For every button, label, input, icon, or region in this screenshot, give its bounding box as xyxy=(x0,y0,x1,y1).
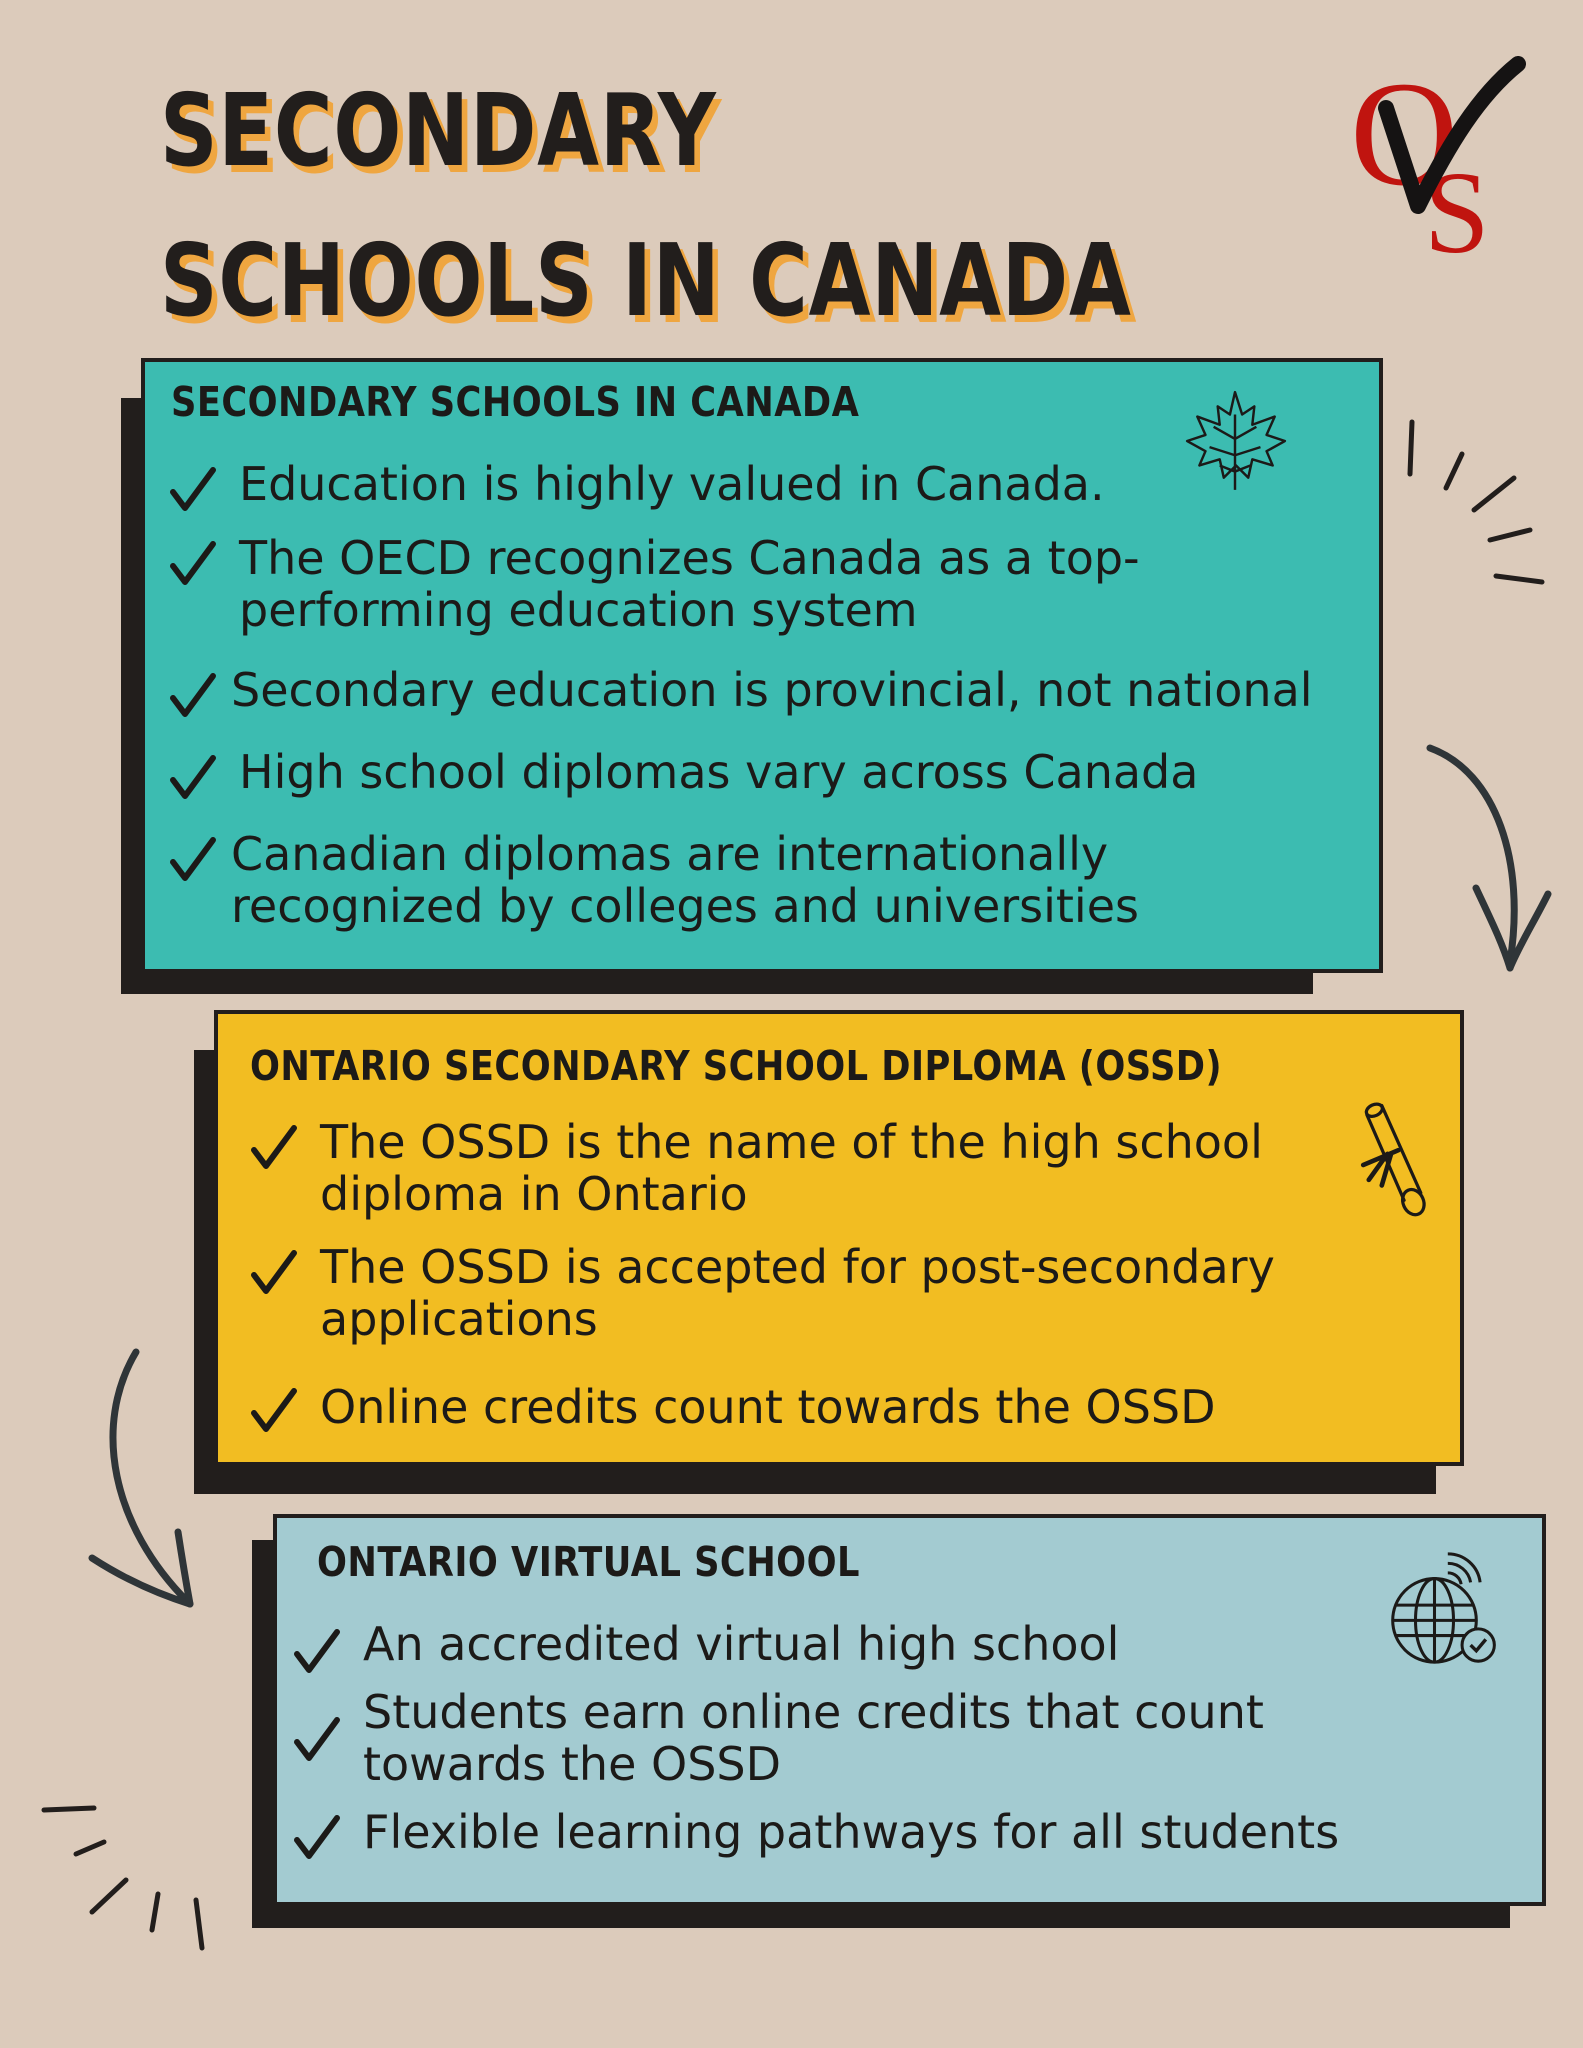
item-text-line: The OECD recognizes Canada as a top- xyxy=(239,531,1140,585)
card-title: SECONDARY SCHOOLS IN CANADA xyxy=(171,378,860,426)
item-text-line: performing education system xyxy=(239,583,918,637)
page-title-line-1: SECONDARY xyxy=(160,72,717,189)
burst-lines-top-right xyxy=(1392,410,1552,590)
svg-text:O: O xyxy=(1350,56,1459,217)
check-icon xyxy=(167,464,219,516)
item-text-line: Online credits count towards the OSSD xyxy=(320,1380,1216,1434)
curved-arrow-left xyxy=(82,1346,222,1626)
maple-leaf-icon xyxy=(1179,384,1291,496)
item-text-line: The OSSD is accepted for post-secondary xyxy=(320,1240,1275,1294)
item-text-line: recognized by colleges and universities xyxy=(231,879,1139,933)
check-icon xyxy=(167,538,219,590)
page-title xyxy=(160,56,1132,356)
check-icon xyxy=(167,670,219,722)
check-icon xyxy=(248,1122,300,1174)
card-ossd xyxy=(214,1010,1464,1466)
item-text-line: Flexible learning pathways for all students xyxy=(363,1805,1340,1859)
item-text-line: An accredited virtual high school xyxy=(363,1617,1120,1671)
check-icon xyxy=(248,1385,300,1437)
burst-lines-bottom-left xyxy=(34,1800,214,1960)
check-icon xyxy=(291,1714,343,1766)
card-title: ONTARIO SECONDARY SCHOOL DIPLOMA (OSSD) xyxy=(250,1042,1223,1090)
check-icon xyxy=(167,834,219,886)
check-icon xyxy=(291,1626,343,1678)
page-title-line-2: SCHOOLS IN CANADA xyxy=(160,222,1132,339)
curved-arrow-right xyxy=(1416,742,1556,982)
item-text-line: Canadian diplomas are internationally xyxy=(231,827,1109,881)
item-text-line: Secondary education is provincial, not national xyxy=(231,663,1313,717)
item-text-line: diploma in Ontario xyxy=(320,1167,748,1221)
item-text-line: Students earn online credits that count xyxy=(363,1685,1264,1739)
check-icon xyxy=(291,1812,343,1864)
globe-check-icon xyxy=(1387,1546,1501,1670)
item-text-line: applications xyxy=(320,1292,598,1346)
item-text-line: High school diplomas vary across Canada xyxy=(239,745,1199,799)
card-ontario-virtual-school xyxy=(273,1514,1546,1906)
card-secondary-schools xyxy=(141,358,1383,973)
item-text-line: towards the OSSD xyxy=(363,1737,782,1791)
ovs-logo xyxy=(1348,56,1528,256)
item-text-line: Education is highly valued in Canada. xyxy=(239,457,1105,511)
diploma-scroll-icon xyxy=(1350,1100,1434,1230)
svg-text:S: S xyxy=(1424,147,1490,256)
check-icon xyxy=(167,752,219,804)
item-text-line: The OSSD is the name of the high school xyxy=(320,1115,1263,1169)
check-icon xyxy=(248,1247,300,1299)
card-title: ONTARIO VIRTUAL SCHOOL xyxy=(317,1538,860,1586)
